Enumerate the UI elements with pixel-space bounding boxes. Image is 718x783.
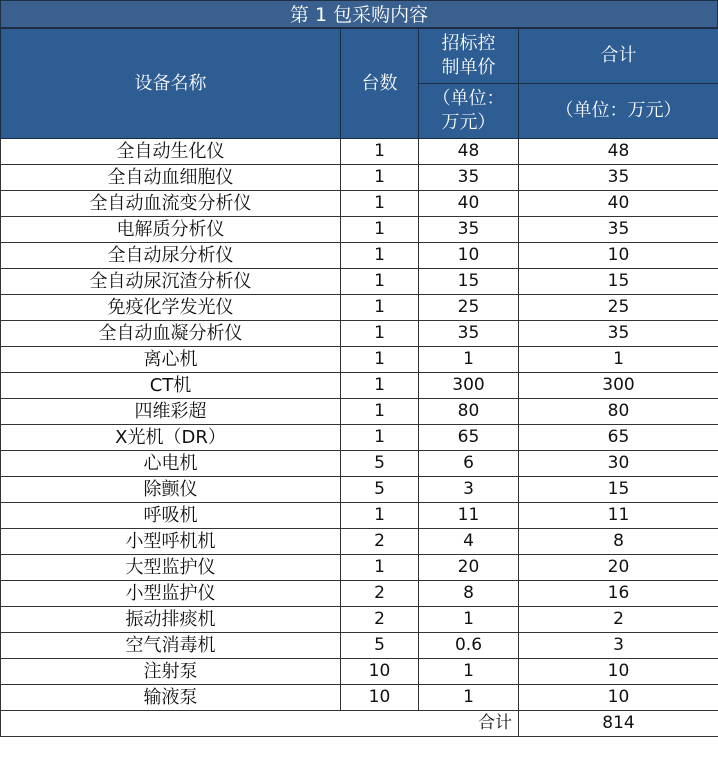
cell-qty: 1 (341, 269, 419, 295)
cell-qty: 10 (341, 685, 419, 711)
cell-price: 6 (419, 451, 519, 477)
cell-qty: 1 (341, 165, 419, 191)
cell-total: 2 (519, 607, 718, 633)
cell-total: 15 (519, 269, 718, 295)
cell-qty: 1 (341, 321, 419, 347)
table-row (1, 633, 718, 659)
table-row (1, 451, 718, 477)
table-row (1, 503, 718, 529)
cell-name: 全自动血细胞仪 (1, 165, 341, 191)
cell-total: 35 (519, 165, 718, 191)
header-total-unit: （单位：万元） (519, 84, 718, 139)
cell-qty: 1 (341, 243, 419, 269)
cell-price: 4 (419, 529, 519, 555)
cell-qty: 5 (341, 451, 419, 477)
cell-qty: 10 (341, 659, 419, 685)
cell-name: X光机（DR） (1, 425, 341, 451)
header-quantity: 台数 (341, 29, 419, 139)
table-row (1, 347, 718, 373)
cell-total: 65 (519, 425, 718, 451)
cell-qty: 5 (341, 633, 419, 659)
table-row (1, 373, 718, 399)
table-row (1, 685, 718, 711)
cell-price: 35 (419, 217, 519, 243)
cell-name: 全自动尿分析仪 (1, 243, 341, 269)
table-row (1, 191, 718, 217)
table-row (1, 165, 718, 191)
cell-name: 电解质分析仪 (1, 217, 341, 243)
cell-name: 注射泵 (1, 659, 341, 685)
cell-total: 300 (519, 373, 718, 399)
cell-total: 10 (519, 685, 718, 711)
cell-price: 300 (419, 373, 519, 399)
cell-qty: 1 (341, 347, 419, 373)
cell-price: 0.6 (419, 633, 519, 659)
cell-qty: 1 (341, 373, 419, 399)
cell-qty: 1 (341, 217, 419, 243)
cell-price: 1 (419, 347, 519, 373)
header-unit-price-unit-label: （单位：万元） (432, 88, 505, 133)
cell-qty: 1 (341, 399, 419, 425)
cell-price: 20 (419, 555, 519, 581)
header-total: 合计 (519, 29, 718, 84)
header-equipment-name: 设备名称 (1, 29, 341, 139)
cell-price: 1 (419, 685, 519, 711)
header-unit-price (419, 29, 519, 84)
table-row (1, 659, 718, 685)
table-row (1, 269, 718, 295)
table-row (1, 529, 718, 555)
cell-name: 空气消毒机 (1, 633, 341, 659)
cell-name: 呼吸机 (1, 503, 341, 529)
cell-price: 1 (419, 659, 519, 685)
header-unit-price-label: 招标控制单价 (441, 33, 496, 78)
cell-qty: 5 (341, 477, 419, 503)
table-row (1, 321, 718, 347)
cell-price: 80 (419, 399, 519, 425)
cell-total: 16 (519, 581, 718, 607)
cell-name: 全自动生化仪 (1, 139, 341, 165)
cell-qty: 1 (341, 425, 419, 451)
cell-price: 40 (419, 191, 519, 217)
table-row (1, 607, 718, 633)
procurement-table (0, 28, 718, 737)
table-row (1, 555, 718, 581)
cell-total: 30 (519, 451, 718, 477)
cell-name: 除颤仪 (1, 477, 341, 503)
cell-name: 全自动尿沉渣分析仪 (1, 269, 341, 295)
cell-price: 35 (419, 165, 519, 191)
cell-price: 3 (419, 477, 519, 503)
cell-total: 35 (519, 217, 718, 243)
cell-total: 8 (519, 529, 718, 555)
cell-price: 25 (419, 295, 519, 321)
cell-total: 10 (519, 659, 718, 685)
cell-total: 10 (519, 243, 718, 269)
cell-name: 离心机 (1, 347, 341, 373)
cell-total: 20 (519, 555, 718, 581)
cell-qty: 2 (341, 607, 419, 633)
cell-name: CT机 (1, 373, 341, 399)
header-unit-price-unit (419, 84, 519, 139)
table-row (1, 581, 718, 607)
cell-qty: 1 (341, 191, 419, 217)
table-body (1, 139, 718, 711)
cell-price: 65 (419, 425, 519, 451)
cell-total: 40 (519, 191, 718, 217)
table-row (1, 139, 718, 165)
cell-name: 全自动血凝分析仪 (1, 321, 341, 347)
cell-qty: 2 (341, 581, 419, 607)
cell-name: 大型监护仪 (1, 555, 341, 581)
cell-price: 11 (419, 503, 519, 529)
cell-name: 输液泵 (1, 685, 341, 711)
cell-name: 心电机 (1, 451, 341, 477)
cell-total: 80 (519, 399, 718, 425)
cell-price: 8 (419, 581, 519, 607)
cell-total: 11 (519, 503, 718, 529)
cell-price: 1 (419, 607, 519, 633)
total-label: 合计 (1, 711, 519, 737)
cell-qty: 1 (341, 295, 419, 321)
cell-qty: 2 (341, 529, 419, 555)
cell-qty: 1 (341, 139, 419, 165)
cell-name: 小型监护仪 (1, 581, 341, 607)
cell-name: 四维彩超 (1, 399, 341, 425)
table-title: 第 1 包采购内容 (0, 0, 718, 28)
total-value: 814 (519, 711, 718, 737)
cell-total: 1 (519, 347, 718, 373)
cell-name: 全自动血流变分析仪 (1, 191, 341, 217)
table-row (1, 425, 718, 451)
cell-price: 48 (419, 139, 519, 165)
table-row (1, 243, 718, 269)
cell-price: 10 (419, 243, 519, 269)
table-row (1, 217, 718, 243)
table-row (1, 295, 718, 321)
cell-total: 3 (519, 633, 718, 659)
cell-qty: 1 (341, 555, 419, 581)
table-row (1, 477, 718, 503)
cell-total: 48 (519, 139, 718, 165)
cell-name: 免疫化学发光仪 (1, 295, 341, 321)
total-row (1, 711, 718, 737)
cell-name: 振动排痰机 (1, 607, 341, 633)
cell-name: 小型呼机机 (1, 529, 341, 555)
cell-total: 25 (519, 295, 718, 321)
cell-qty: 1 (341, 503, 419, 529)
cell-price: 15 (419, 269, 519, 295)
cell-price: 35 (419, 321, 519, 347)
table-row (1, 399, 718, 425)
cell-total: 15 (519, 477, 718, 503)
cell-total: 35 (519, 321, 718, 347)
